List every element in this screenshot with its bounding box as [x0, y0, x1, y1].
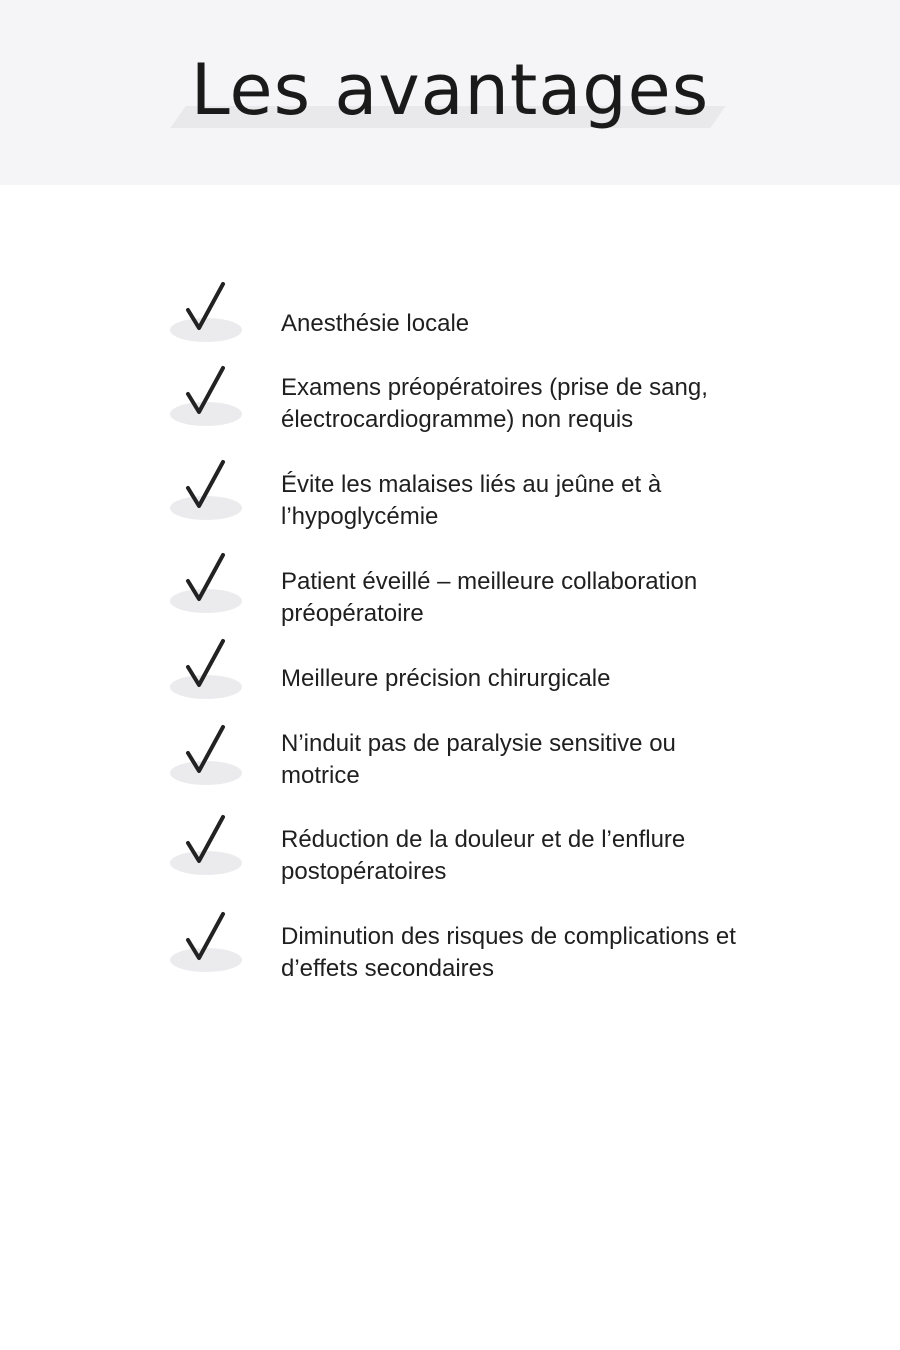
list-item-text: Anesthésie locale — [281, 310, 470, 337]
check-icon — [170, 460, 242, 520]
list-item-text: Diminution des risques de complications et d’effets secondaires — [281, 923, 736, 982]
check-icon — [170, 639, 242, 699]
list-item-text: Examens préopératoires (prise de sang, électrocardiogramme) non requis — [281, 374, 708, 433]
check-icon — [170, 815, 242, 875]
check-icon — [170, 912, 242, 972]
check-icon — [170, 366, 242, 426]
list-item-text: Évite les malaises liés au jeûne et à l’hypoglycémie — [281, 471, 662, 530]
list-item-text: Meilleure précision chirurgicale — [281, 665, 611, 692]
check-icon — [170, 282, 242, 342]
check-icon — [170, 725, 242, 785]
check-icon — [170, 553, 242, 613]
list-item-text: N’induit pas de paralysie sensitive ou motrice — [281, 730, 676, 789]
list-item-text: Réduction de la douleur et de l’enflure postopératoires — [281, 826, 686, 885]
list-item-text: Patient éveillé – meilleure collaboration préopératoire — [281, 568, 698, 627]
page-title: Les avantages — [190, 49, 710, 131]
